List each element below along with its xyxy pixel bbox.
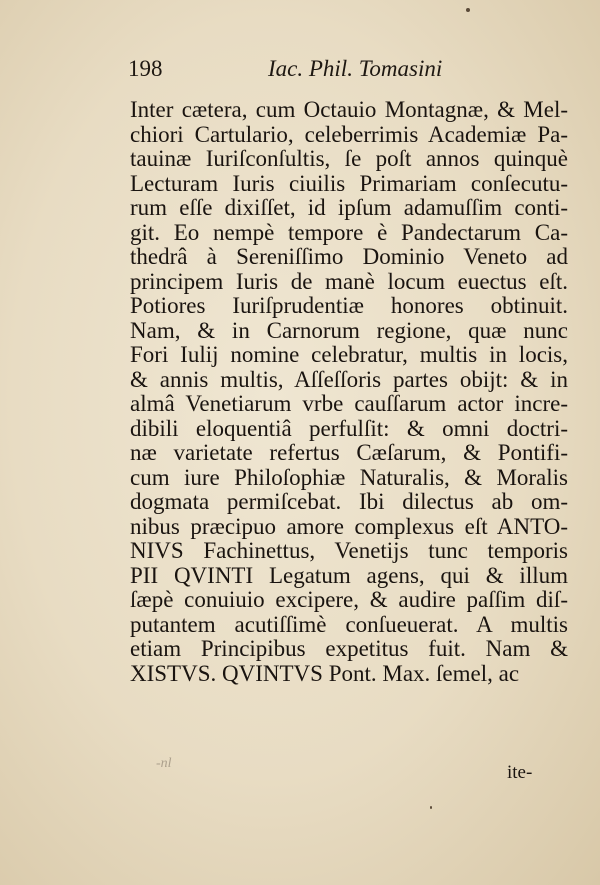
text-line: git. Eo nempè tempore è Pandectarum Ca- (130, 219, 568, 245)
text-line: Inter cætera, cum Octauio Montagnæ, & Mel- (130, 97, 568, 122)
page-header (128, 56, 458, 84)
text-line: cum iure Philoſophiæ Naturalis, & Moralis (130, 464, 568, 490)
text-line: nibus præcipuo amore complexus eſt ANTO- (130, 513, 568, 539)
text-line: NIVS Fachinettus, Venetijs tunc temporis (130, 538, 568, 563)
text-line: Potiores Iuriſprudentiæ honores obtinuit. (130, 293, 568, 318)
body-text (130, 98, 568, 686)
text-line: Nam, & in Carnorum regione, quæ nunc (130, 317, 568, 343)
text-line: tauinæ Iuriſconſultis, ſe poſt annos quinquè (130, 146, 568, 171)
text-line: chiori Cartulario, celeberrimis Academiæ Pa- (130, 121, 568, 147)
text-line: PII QVINTI Legatum agens, qui & illum (130, 562, 568, 588)
text-line: principem Iuris de manè locum euectus eſt. (130, 268, 568, 294)
running-title: Iac. Phil. Tomasini (268, 56, 443, 81)
faint-mark: -nl (156, 756, 172, 771)
text-line: Lecturam Iuris ciuilis Primariam conſecutu- (130, 170, 568, 196)
text-line: & annis multis, Aſſeſſoris partes obijt: & in (130, 366, 568, 392)
text-line: putantem acutiſſimè conſueuerat. A multis (130, 611, 568, 637)
text-line: Fori Iulij nomine celebratur, multis in locis, (130, 342, 568, 367)
text-line: dibili eloquentiâ perfulſit: & omni doctri- (130, 415, 568, 441)
text-line: rum eſſe dixiſſet, id ipſum adamuſſim conti- (130, 195, 568, 220)
ink-speck (466, 8, 470, 12)
text-line: thedrâ à Sereniſſimo Dominio Veneto ad (130, 244, 568, 269)
text-line: almâ Venetiarum vrbe cauſſarum actor incre- (130, 391, 568, 416)
page-number: 198 (128, 56, 163, 81)
ink-speck (430, 806, 432, 809)
text-line: etiam Principibus expetitus fuit. Nam & (130, 636, 568, 661)
text-line: ſæpè conuiuio excipere, & audire paſſim diſ- (130, 587, 568, 612)
text-line: næ varietate refertus Cæſarum, & Pontifi- (130, 440, 568, 465)
text-line: dogmata permiſcebat. Ibi dilectus ab om- (130, 489, 568, 514)
text-line: XISTVS. QVINTVS Pont. Max. ſemel, ac (130, 660, 520, 686)
catchword: ite- (507, 762, 533, 783)
